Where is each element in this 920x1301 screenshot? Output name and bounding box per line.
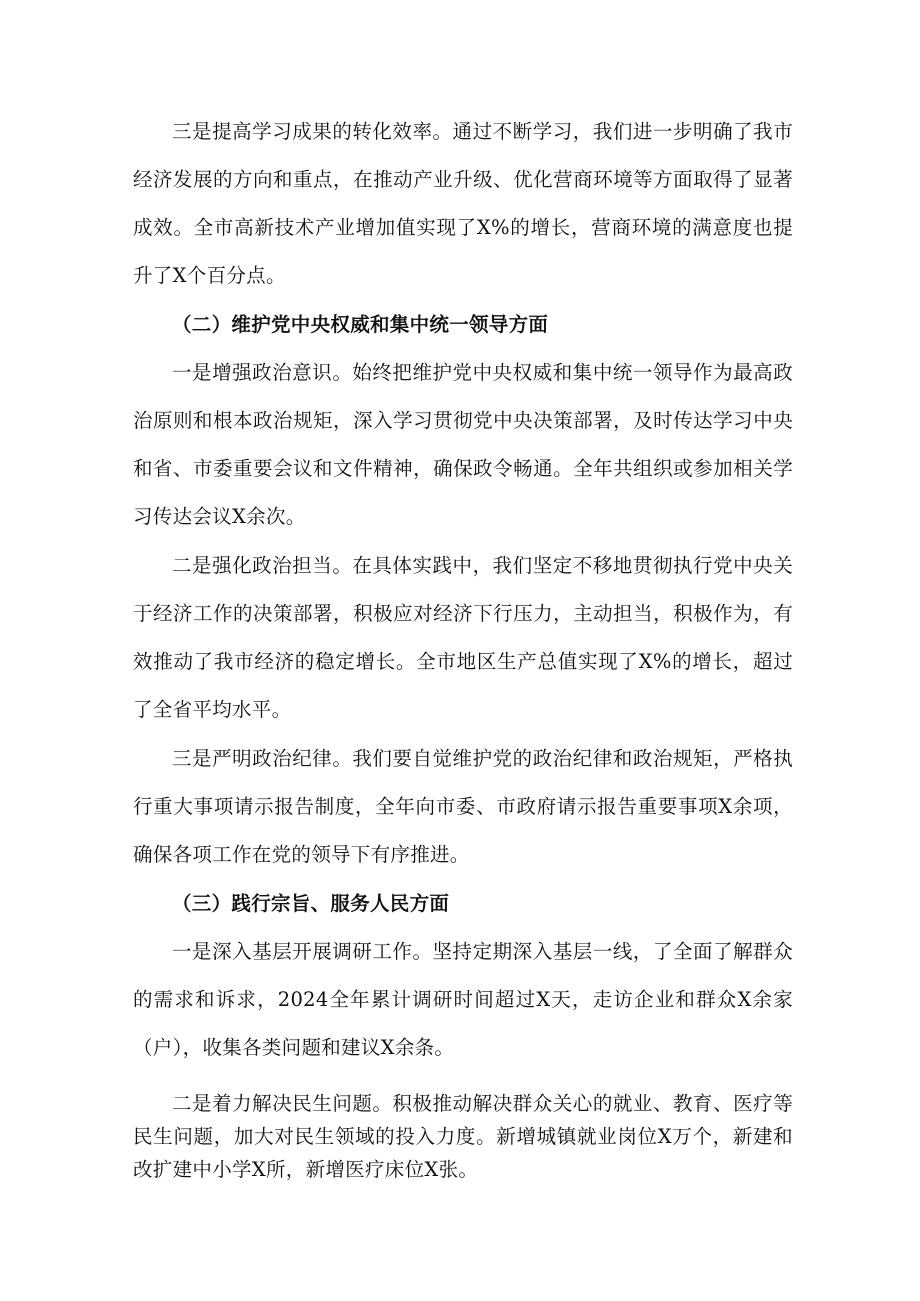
section-heading-2: （二）维护党中央权威和集中统一领导方面 [172, 313, 549, 336]
paragraph-political-awareness: 一是增强政治意识。始终把维护党中央权威和集中统一领导作为最高政治原则和根本政治规矩，深入学习贯彻党中央决策部署，及时传达学习中央和省、市委重要会议和文件精神，确保政令畅通。全年共组织或参加相关学习传达会议X余次。 [133, 361, 793, 528]
section-heading-3: （三）践行宗旨、服务人民方面 [172, 892, 450, 915]
paragraph-learning-conversion: 三是提高学习成果的转化效率。通过不断学习，我们进一步明确了我市经济发展的方向和重点，在推动产业升级、优化营商环境等方面取得了显著成效。全市高新技术产业增加值实现了X%的增长，营商环境的满意度也提升了X个百分点。 [133, 120, 793, 287]
paragraph-political-discipline: 三是严明政治纪律。我们要自觉维护党的政治纪律和政治规矩，严格执行重大事项请示报告制度，全年向市委、市政府请示报告重要事项X余项，确保各项工作在党的领导下有序推进。 [133, 747, 793, 866]
paragraph-grassroots-research: 一是深入基层开展调研工作。坚持定期深入基层一线，了全面了解群众的需求和诉求，2024全年累计调研时间超过X天，走访企业和群众X余家（户），收集各类问题和建议X余条。 [133, 940, 793, 1059]
paragraph-livelihood-issues: 二是着力解决民生问题。积极推动解决群众关心的就业、教育、医疗等民生问题，加大对民生领域的投入力度。新增城镇就业岗位X万个，新建和改扩建中小学X所，新增医疗床位X张。 [133, 1092, 793, 1181]
paragraph-political-responsibility: 二是强化政治担当。在具体实践中，我们坚定不移地贯彻执行党中央关于经济工作的决策部署，积极应对经济下行压力，主动担当，积极作为，有效推动了我市经济的稳定增长。全市地区生产总值实现了X%的增长，超过了全省平均水平。 [133, 554, 793, 721]
